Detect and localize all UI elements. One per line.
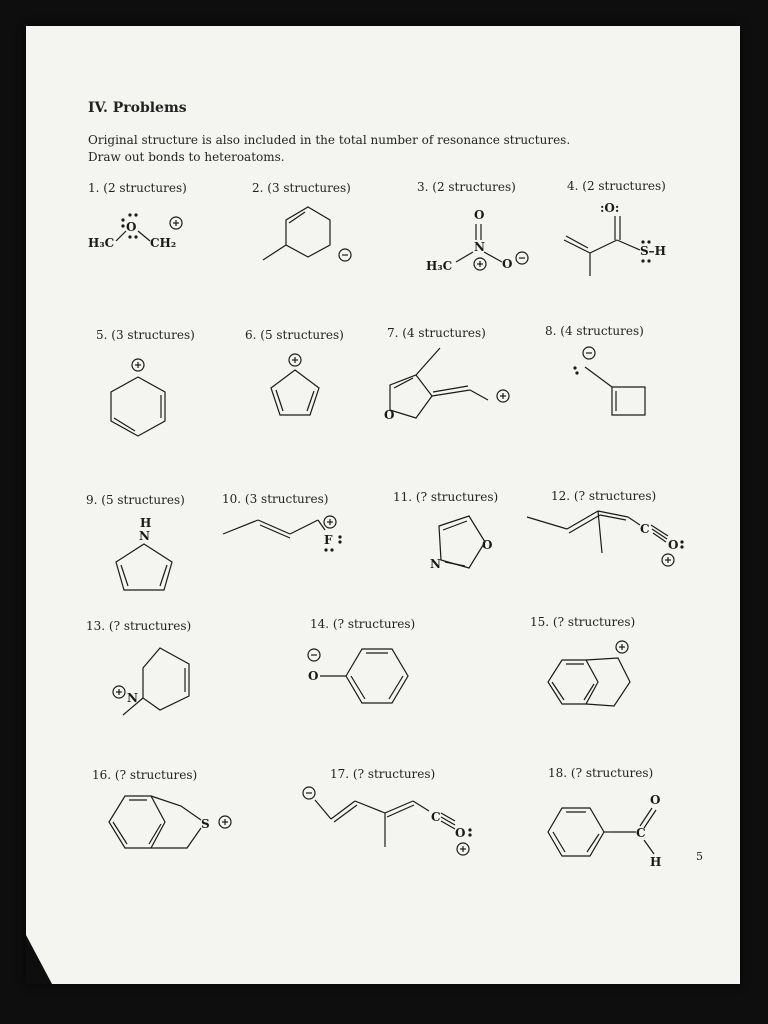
folded-corner	[26, 935, 52, 984]
molecule-11	[425, 512, 505, 582]
atom-s: S	[201, 817, 210, 831]
molecule-3	[418, 200, 548, 280]
molecule-15	[540, 640, 660, 715]
problem-5-label: 5. (3 structures)	[96, 328, 195, 342]
atom-o: O	[384, 408, 395, 422]
problem-18-label: 18. (? structures)	[548, 766, 654, 780]
molecule-17	[295, 785, 485, 860]
molecule-14	[300, 643, 420, 708]
atom-h3c: H₃C	[88, 236, 115, 250]
molecule-7	[378, 340, 518, 425]
atom-h: H	[650, 855, 662, 869]
atom-o: O	[455, 826, 466, 840]
instructions-line-2: Draw out bonds to heteroatoms.	[88, 150, 285, 164]
atom-n: N	[430, 557, 441, 571]
molecule-8	[560, 345, 660, 425]
atom-o-top: O	[474, 208, 485, 222]
problem-10-label: 10. (3 structures)	[222, 492, 329, 506]
molecule-12	[522, 505, 692, 575]
problem-1-label: 1. (2 structures)	[88, 181, 187, 195]
atom-o-lone: :O:	[600, 201, 620, 215]
atom-ch2: CH₂	[150, 236, 177, 250]
problem-7-label: 7. (4 structures)	[387, 326, 486, 340]
atom-o: O	[126, 220, 137, 234]
molecule-5	[105, 355, 185, 450]
atom-h3c: H₃C	[426, 259, 453, 273]
problem-2-label: 2. (3 structures)	[252, 181, 351, 195]
molecule-1	[80, 205, 220, 255]
atom-c: C	[431, 810, 441, 824]
atom-o: O	[650, 793, 661, 807]
atom-c: C	[636, 826, 646, 840]
molecule-13	[105, 640, 205, 725]
page-number: 5	[696, 850, 703, 863]
atom-n: N	[474, 240, 485, 254]
atom-h: H	[140, 516, 152, 530]
problem-3-label: 3. (2 structures)	[417, 180, 516, 194]
problem-6-label: 6. (5 structures)	[245, 328, 344, 342]
atom-o: O	[482, 538, 493, 552]
molecule-9	[108, 512, 188, 597]
atom-o: O	[668, 538, 679, 552]
atom-c: C	[640, 522, 650, 536]
atom-sh: S–H	[640, 244, 667, 258]
problem-8-label: 8. (4 structures)	[545, 324, 644, 338]
molecule-4	[560, 198, 690, 278]
section-title: IV. Problems	[88, 100, 187, 116]
atom-n: N	[139, 529, 150, 543]
molecule-2	[258, 205, 358, 270]
atom-n: N	[127, 691, 138, 705]
problem-15-label: 15. (? structures)	[530, 615, 636, 629]
instructions-line-1: Original structure is also included in the total number of resonance structures.	[88, 133, 571, 147]
molecule-16	[95, 790, 245, 860]
problem-14-label: 14. (? structures)	[310, 617, 416, 631]
problem-16-label: 16. (? structures)	[92, 768, 198, 782]
problem-11-label: 11. (? structures)	[393, 490, 499, 504]
problem-17-label: 17. (? structures)	[330, 767, 436, 781]
problem-12-label: 12. (? structures)	[551, 489, 657, 503]
atom-o: O	[308, 669, 319, 683]
atom-o-right: O	[502, 257, 513, 271]
molecule-10	[218, 512, 358, 562]
problem-4-label: 4. (2 structures)	[567, 179, 666, 193]
atom-f: F	[324, 533, 333, 547]
problem-9-label: 9. (5 structures)	[86, 493, 185, 507]
molecule-18	[540, 790, 680, 870]
molecule-6	[265, 350, 335, 420]
problem-13-label: 13. (? structures)	[86, 619, 192, 633]
